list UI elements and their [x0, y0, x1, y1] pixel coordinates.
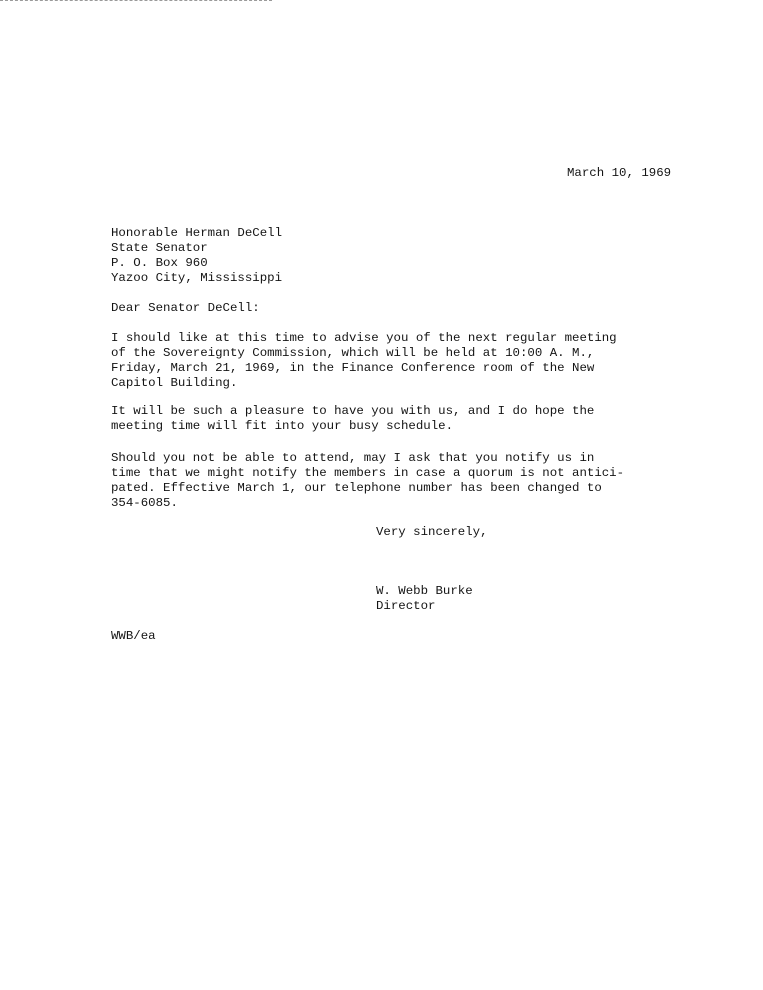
paragraph-line: It will be such a pleasure to have you with us, and I do hope the: [111, 404, 595, 418]
address-line-city: Yazoo City, Mississippi: [111, 271, 283, 285]
complimentary-closing: Very sincerely,: [376, 525, 488, 539]
body-paragraph-notify: [111, 451, 651, 511]
signature-block: [376, 584, 473, 614]
body-paragraph-pleasure: [111, 404, 651, 434]
paragraph-line: time that we might notify the members in case a quorum is not antici-: [111, 466, 625, 480]
letter-date: March 10, 1969: [567, 166, 672, 180]
salutation: Dear Senator DeCell:: [111, 301, 260, 315]
paragraph-line: pated. Effective March 1, our telephone number has been changed to: [111, 481, 602, 495]
signer-name: W. Webb Burke: [376, 584, 473, 598]
paragraph-line: 354-6085.: [111, 496, 178, 510]
reference-initials: WWB/ea: [111, 629, 156, 643]
paragraph-line: I should like at this time to advise you of the next regular meeting: [111, 331, 617, 345]
paragraph-line: Should you not be able to attend, may I ask that you notify us in: [111, 451, 595, 465]
paragraph-line: of the Sovereignty Commission, which will be held at 10:00 A. M.,: [111, 346, 595, 360]
address-line-title: State Senator: [111, 241, 208, 255]
paragraph-line: Friday, March 21, 1969, in the Finance Conference room of the New: [111, 361, 595, 375]
paragraph-line: Capitol Building.: [111, 376, 238, 390]
recipient-address: [111, 226, 282, 286]
top-dashed-rule: [0, 0, 272, 1]
address-line-box: P. O. Box 960: [111, 256, 208, 270]
paragraph-line: meeting time will fit into your busy schedule.: [111, 419, 454, 433]
signer-title: Director: [376, 599, 436, 613]
address-line-name: Honorable Herman DeCell: [111, 226, 283, 240]
body-paragraph-meeting: [111, 331, 651, 391]
